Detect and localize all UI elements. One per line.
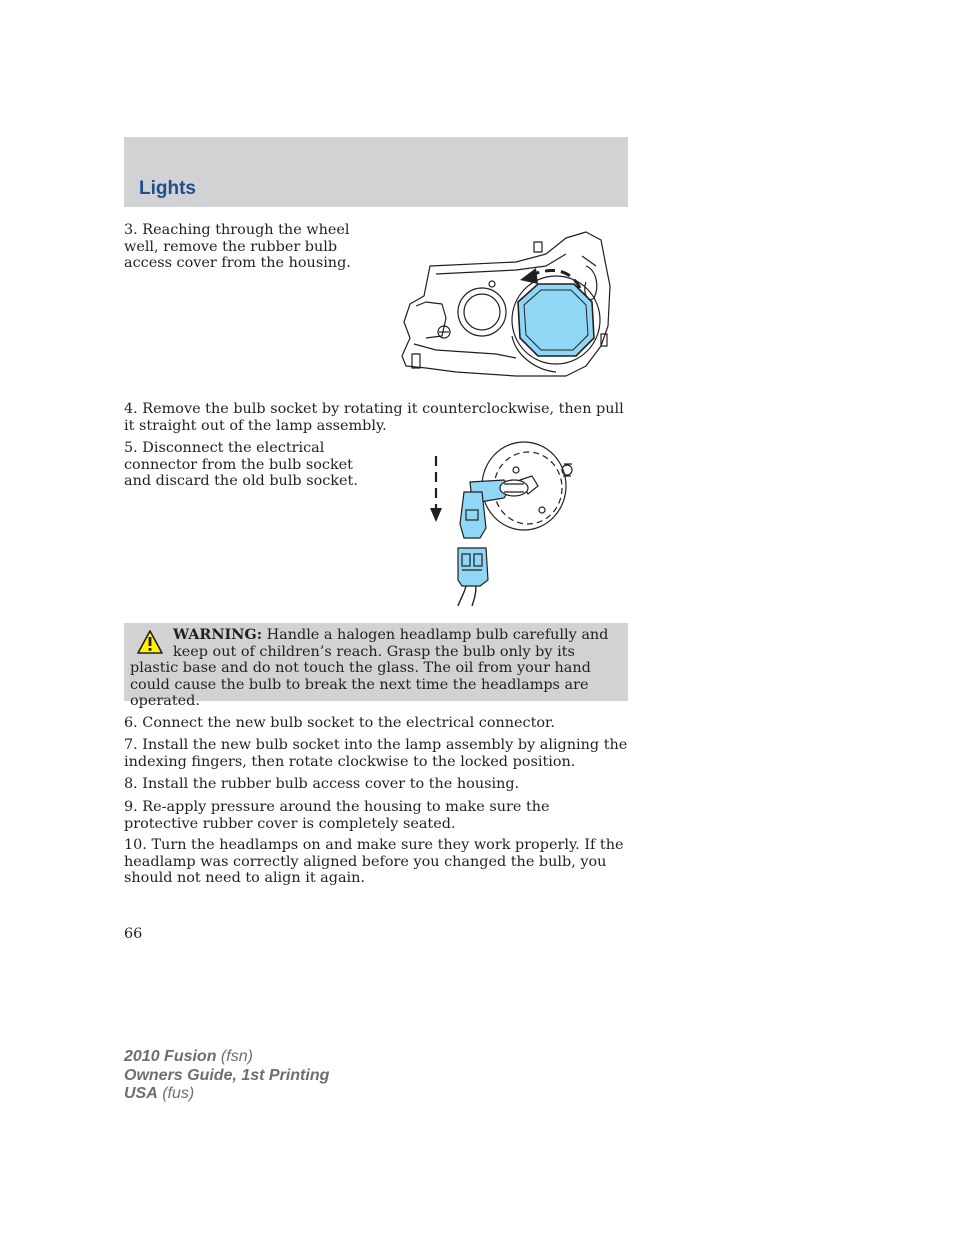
section-title: Lights — [139, 178, 196, 199]
footer-region-line — [124, 1085, 329, 1104]
step-7-text: 7. Install the new bulb socket into the lamp assembly by aligning the indexing fingers, then rotate clockwise to the locked position. — [124, 737, 628, 770]
footer-guide: Owners Guide, 1st Printing — [124, 1066, 330, 1084]
step-9-text: 9. Re-apply pressure around the housing to make sure the protective rubber cover is completely seated. — [124, 799, 550, 832]
footer-model-code: (fsn) — [216, 1048, 253, 1065]
headlamp-housing-illustration — [396, 226, 618, 382]
footer — [124, 1048, 329, 1104]
page-number: 66 — [124, 926, 143, 942]
step-3-text: 3. Reaching through the wheel well, remove the rubber bulb access cover from the housing. — [124, 222, 351, 271]
warning-box — [124, 623, 628, 710]
step-4-text: 4. Remove the bulb socket by rotating it counterclockwise, then pull it straight out of the lamp assembly. — [124, 401, 624, 434]
warning-label: WARNING: — [173, 626, 263, 643]
footer-region-code: (fus) — [157, 1085, 195, 1102]
step-10-text: 10. Turn the headlamps on and make sure they work properly. If the headlamp was correctly aligned before you changed the bulb, you should not need to align it again. — [124, 837, 624, 886]
section-header — [124, 137, 628, 207]
footer-model-line — [124, 1048, 329, 1067]
step-6-text: 6. Connect the new bulb socket to the electrical connector. — [124, 715, 555, 731]
warning-body: Handle a halogen headlamp bulb carefully and keep out of children’s reach. Grasp the bulb only by its plastic base and do not touch the glass. The oil from your hand could cause the bulb to break the next time the headlamps are operated. — [130, 627, 609, 710]
step-5-text: 5. Disconnect the electrical connector from the bulb socket and discard the old bulb socket. — [124, 440, 358, 489]
footer-model: 2010 Fusion — [124, 1048, 217, 1065]
step-8-text: 8. Install the rubber bulb access cover to the housing. — [124, 776, 520, 792]
warning-text — [130, 627, 620, 710]
bulb-socket-illustration — [424, 440, 576, 606]
footer-region: USA — [124, 1085, 158, 1102]
